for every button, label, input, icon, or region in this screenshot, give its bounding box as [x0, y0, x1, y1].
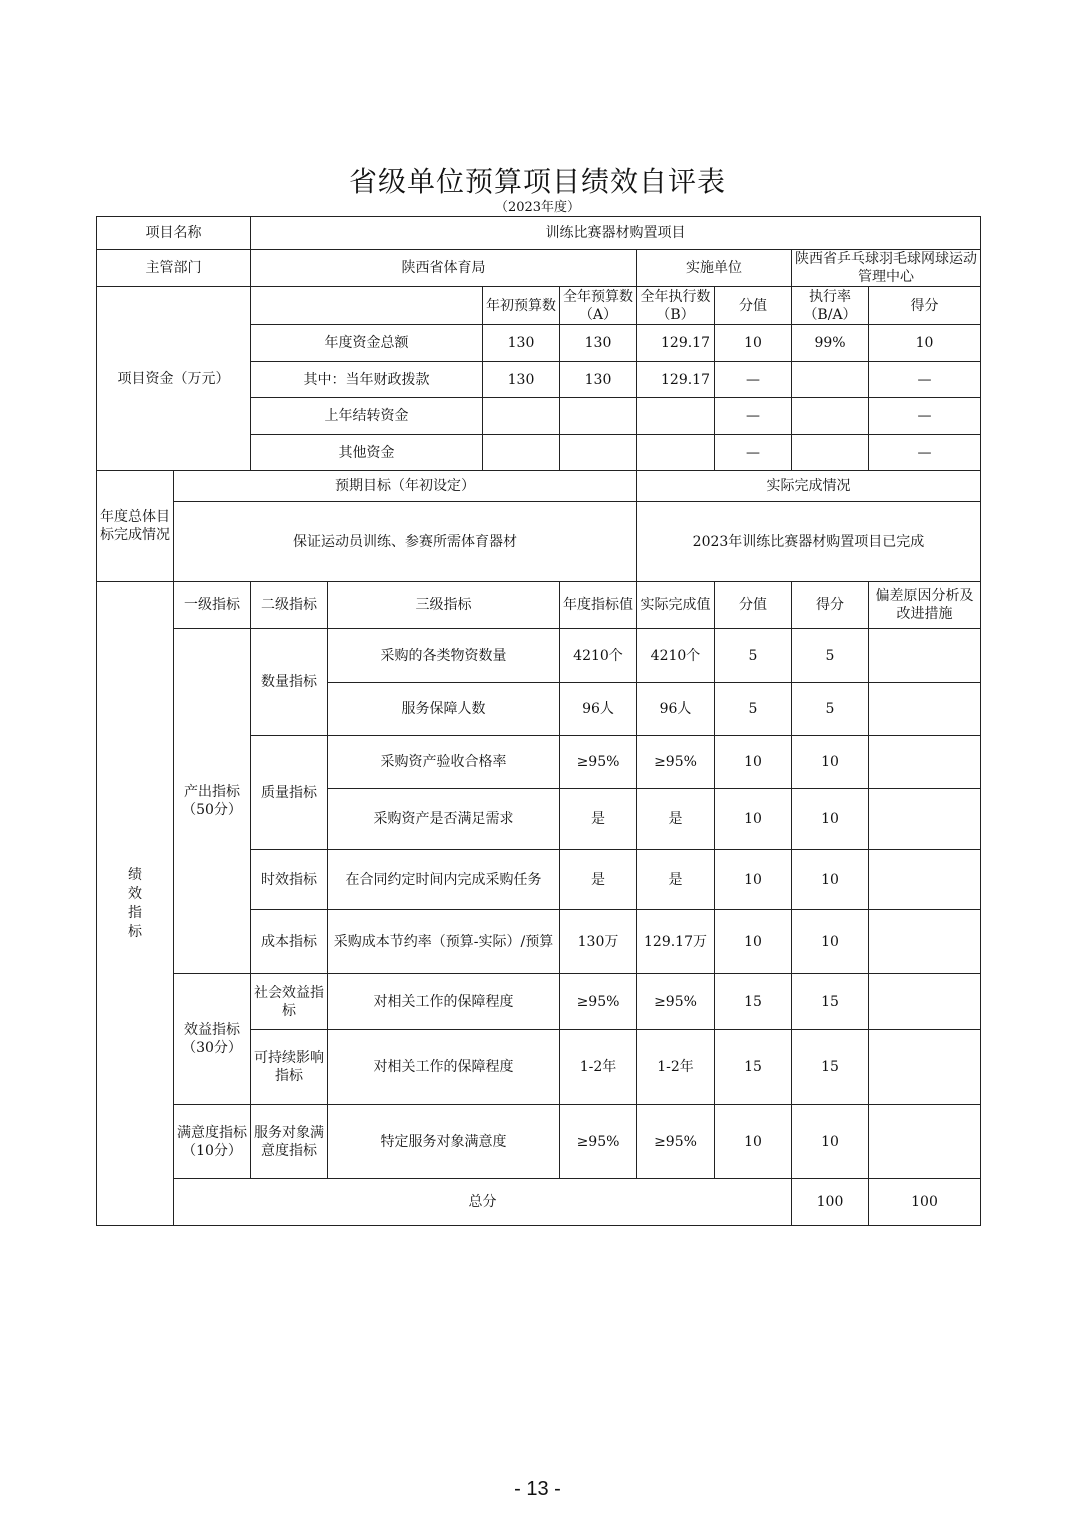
funds-score: —	[869, 398, 981, 435]
funds-annual	[560, 435, 637, 471]
score: 10	[792, 789, 869, 850]
ind-header-note: 偏差原因分析及改进措施	[869, 582, 981, 629]
note	[869, 629, 981, 683]
score-value: 5	[715, 683, 792, 736]
funds-rate	[792, 435, 869, 471]
level2-sustainable: 可持续影响指标	[251, 1030, 328, 1105]
indicators-label-text: 绩效指标	[128, 866, 142, 940]
funds-rate	[792, 398, 869, 435]
funds-row-name: 上年结转资金	[251, 398, 483, 435]
target-value: 96人	[560, 683, 637, 736]
ind-header-level2: 二级指标	[251, 582, 328, 629]
total-label: 总分	[174, 1179, 792, 1226]
actual-value: ≥95%	[637, 1105, 715, 1179]
score-value: 15	[715, 1030, 792, 1105]
goals-expected-header: 预期目标（年初设定）	[174, 471, 637, 502]
indicators-label	[97, 582, 174, 1226]
project-name-label: 项目名称	[97, 217, 251, 250]
page-title: 省级单位预算项目绩效自评表	[348, 165, 726, 198]
funds-score-value: —	[715, 398, 792, 435]
funds-header-score: 得分	[869, 287, 981, 325]
goals-label: 年度总体目标完成情况	[97, 471, 174, 582]
target-value: 是	[560, 789, 637, 850]
funds-header-annual: 全年预算数（A）	[560, 287, 637, 325]
score: 5	[792, 629, 869, 683]
ind-header-level3: 三级指标	[328, 582, 560, 629]
note	[869, 910, 981, 974]
indicator-row	[97, 974, 981, 1030]
goals-expected: 保证运动员训练、参赛所需体育器材	[174, 502, 637, 582]
funds-row-name: 年度资金总额	[251, 325, 483, 362]
score: 10	[792, 850, 869, 910]
goals-actual-header: 实际完成情况	[637, 471, 981, 502]
funds-executed	[637, 435, 715, 471]
dept-label: 主管部门	[97, 250, 251, 287]
funds-score: 10	[869, 325, 981, 362]
page-number: - 13 -	[514, 1478, 561, 1500]
actual-value: 是	[637, 789, 715, 850]
level1-satisfaction: 满意度指标（10分）	[174, 1105, 251, 1179]
actual-value: ≥95%	[637, 974, 715, 1030]
project-name-value: 训练比赛器材购置项目	[251, 217, 981, 250]
dept-row	[97, 250, 981, 287]
target-value: ≥95%	[560, 736, 637, 789]
level3-name: 特定服务对象满意度	[328, 1105, 560, 1179]
target-value: 4210个	[560, 629, 637, 683]
level3-name: 在合同约定时间内完成采购任务	[328, 850, 560, 910]
level3-name: 对相关工作的保障程度	[328, 1030, 560, 1105]
funds-executed	[637, 398, 715, 435]
funds-row-name: 其他资金	[251, 435, 483, 471]
evaluation-table	[96, 216, 981, 1226]
funds-header-blank	[251, 287, 483, 325]
funds-row-name: 其中：当年财政拨款	[251, 362, 483, 398]
ind-header-score: 得分	[792, 582, 869, 629]
actual-value: ≥95%	[637, 736, 715, 789]
impl-label: 实施单位	[637, 250, 792, 287]
note	[869, 1105, 981, 1179]
funds-header-score-value: 分值	[715, 287, 792, 325]
level2-quantity: 数量指标	[251, 629, 328, 736]
indicators-header-row	[97, 582, 981, 629]
funds-header-row	[97, 287, 981, 325]
score: 15	[792, 974, 869, 1030]
level3-name: 采购资产验收合格率	[328, 736, 560, 789]
goals-actual: 2023年训练比赛器材购置项目已完成	[637, 502, 981, 582]
level1-output: 产出指标（50分）	[174, 629, 251, 974]
note	[869, 974, 981, 1030]
score: 10	[792, 910, 869, 974]
funds-score: —	[869, 435, 981, 471]
score-value: 10	[715, 850, 792, 910]
level2-timeliness: 时效指标	[251, 850, 328, 910]
score-value: 10	[715, 910, 792, 974]
level2-service-satisfaction: 服务对象满意度指标	[251, 1105, 328, 1179]
actual-value: 1-2年	[637, 1030, 715, 1105]
score: 5	[792, 683, 869, 736]
funds-score-value: 10	[715, 325, 792, 362]
level2-social: 社会效益指标	[251, 974, 328, 1030]
impl-value: 陕西省乒乓球羽毛球网球运动管理中心	[792, 250, 981, 287]
funds-executed: 129.17	[637, 362, 715, 398]
funds-header-rate: 执行率（B/A）	[792, 287, 869, 325]
ind-header-actual: 实际完成值	[637, 582, 715, 629]
target-value: 1-2年	[560, 1030, 637, 1105]
target-value: ≥95%	[560, 1105, 637, 1179]
ind-header-target: 年度指标值	[560, 582, 637, 629]
score-value: 10	[715, 736, 792, 789]
ind-header-value: 分值	[715, 582, 792, 629]
funds-rate: 99%	[792, 325, 869, 362]
actual-value: 129.17万	[637, 910, 715, 974]
funds-score-value: —	[715, 435, 792, 471]
note	[869, 789, 981, 850]
funds-initial	[483, 435, 560, 471]
score-value: 10	[715, 1105, 792, 1179]
funds-executed: 129.17	[637, 325, 715, 362]
level2-quality: 质量指标	[251, 736, 328, 850]
target-value: 是	[560, 850, 637, 910]
funds-score: —	[869, 362, 981, 398]
funds-header-executed: 全年执行数（B）	[637, 287, 715, 325]
indicator-row	[97, 1105, 981, 1179]
target-value: 130万	[560, 910, 637, 974]
goals-header-row	[97, 471, 981, 502]
indicator-row	[97, 629, 981, 683]
score-value: 5	[715, 629, 792, 683]
target-value: ≥95%	[560, 974, 637, 1030]
note	[869, 850, 981, 910]
score: 10	[792, 1105, 869, 1179]
level3-name: 服务保障人数	[328, 683, 560, 736]
note	[869, 1030, 981, 1105]
score: 15	[792, 1030, 869, 1105]
goals-content-row	[97, 502, 981, 582]
level3-name: 采购的各类物资数量	[328, 629, 560, 683]
actual-value: 96人	[637, 683, 715, 736]
note	[869, 736, 981, 789]
funds-initial: 130	[483, 325, 560, 362]
ind-header-level1: 一级指标	[174, 582, 251, 629]
actual-value: 4210个	[637, 629, 715, 683]
score-value: 10	[715, 789, 792, 850]
total-score: 100	[869, 1179, 981, 1226]
funds-header-initial: 年初预算数	[483, 287, 560, 325]
level3-name: 采购成本节约率（预算-实际）/预算	[328, 910, 560, 974]
funds-initial: 130	[483, 362, 560, 398]
funds-annual: 130	[560, 325, 637, 362]
total-row	[97, 1179, 981, 1226]
project-name-row	[97, 217, 981, 250]
funds-rate	[792, 362, 869, 398]
funds-score-value: —	[715, 362, 792, 398]
level2-cost: 成本指标	[251, 910, 328, 974]
dept-value: 陕西省体育局	[251, 250, 637, 287]
level1-benefit: 效益指标（30分）	[174, 974, 251, 1105]
total-value: 100	[792, 1179, 869, 1226]
score: 10	[792, 736, 869, 789]
funds-label: 项目资金（万元）	[97, 287, 251, 471]
level3-name: 对相关工作的保障程度	[328, 974, 560, 1030]
level3-name: 采购资产是否满足需求	[328, 789, 560, 850]
year-subtitle: （2023年度）	[494, 200, 581, 215]
actual-value: 是	[637, 850, 715, 910]
funds-annual: 130	[560, 362, 637, 398]
note	[869, 683, 981, 736]
score-value: 15	[715, 974, 792, 1030]
funds-annual	[560, 398, 637, 435]
funds-initial	[483, 398, 560, 435]
